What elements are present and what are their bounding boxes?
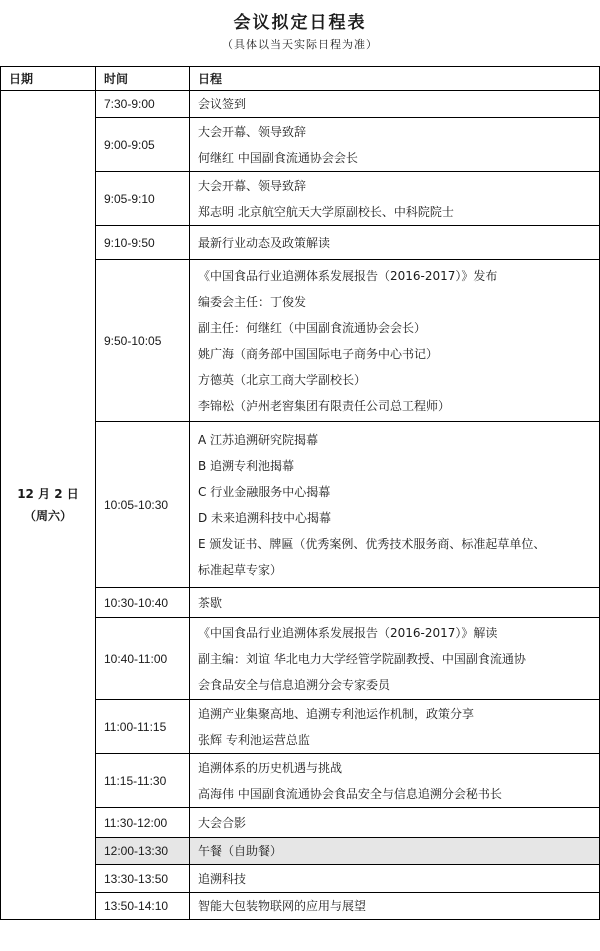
time-cell: 9:50-10:05	[96, 260, 190, 422]
agenda-cell	[190, 118, 600, 172]
agenda-line: 副主任：何继红（中国副食流通协会会长）	[198, 320, 427, 335]
agenda-line: E 颁发证书、牌匾（优秀案例、优秀技术服务商、标准起草单位、	[198, 536, 546, 551]
time-cell: 13:30-13:50	[96, 865, 190, 893]
agenda-cell	[190, 91, 600, 118]
time-cell: 11:00-11:15	[96, 700, 190, 754]
agenda-line: 副主编：刘谊 华北电力大学经管学院副教授、中国副食流通协	[198, 651, 526, 666]
time-cell: 12:00-13:30	[96, 838, 190, 865]
page-title: 会议拟定日程表	[233, 13, 367, 33]
agenda-line: 张辉 专利池运营总监	[198, 732, 310, 747]
agenda-line: C 行业金融服务中心揭幕	[198, 484, 331, 499]
column-header-date: 日期	[1, 67, 96, 91]
agenda-line: 追溯产业集聚高地、追溯专利池运作机制，政策分享	[198, 706, 475, 721]
time-cell: 10:05-10:30	[96, 422, 190, 588]
agenda-cell	[190, 838, 600, 865]
column-header-time: 时间	[96, 67, 190, 91]
weekday-label: （周六）	[23, 509, 72, 523]
agenda-cell	[190, 808, 600, 838]
agenda-line: 追溯科技	[198, 871, 247, 886]
agenda-cell	[190, 618, 600, 700]
page-subtitle: （具体以当天实际日程为准）	[222, 38, 378, 51]
agenda-line: 标准起草专家）	[198, 562, 283, 577]
schedule-table	[0, 66, 600, 920]
time-cell: 9:10-9:50	[96, 226, 190, 260]
agenda-line: 智能大包装物联网的应用与展望	[198, 899, 367, 913]
agenda-line: 追溯体系的历史机遇与挑战	[198, 760, 343, 775]
agenda-line: A 江苏追溯研究院揭幕	[198, 432, 319, 447]
time-cell: 9:05-9:10	[96, 172, 190, 226]
column-header-agenda: 日程	[190, 67, 600, 91]
agenda-line: 会议签到	[198, 97, 247, 111]
agenda-cell	[190, 700, 600, 754]
agenda-cell	[190, 422, 600, 588]
agenda-line: 午餐（自助餐）	[198, 844, 283, 858]
agenda-cell	[190, 893, 600, 920]
table-row	[1, 91, 600, 118]
agenda-line: 茶歇	[198, 595, 223, 610]
agenda-cell	[190, 754, 600, 808]
schedule-body	[1, 91, 600, 920]
agenda-line: 最新行业动态及政策解读	[198, 235, 331, 250]
table-header-row	[1, 67, 600, 91]
time-cell: 7:30-9:00	[96, 91, 190, 118]
agenda-line: 《中国食品行业追溯体系发展报告（2016-2017）》发布	[198, 268, 498, 283]
agenda-line: 何继红 中国副食流通协会会长	[198, 150, 358, 165]
time-cell: 10:40-11:00	[96, 618, 190, 700]
agenda-line: 高海伟 中国副食流通协会食品安全与信息追溯分会秘书长	[198, 786, 502, 801]
time-cell: 11:30-12:00	[96, 808, 190, 838]
agenda-line: 大会开幕、领导致辞	[198, 178, 307, 193]
time-cell: 10:30-10:40	[96, 588, 190, 618]
agenda-cell	[190, 172, 600, 226]
agenda-cell	[190, 226, 600, 260]
agenda-line: D 未来追溯科技中心揭幕	[198, 510, 332, 525]
agenda-line: 《中国食品行业追溯体系发展报告（2016-2017）》解读	[198, 625, 498, 640]
agenda-line: 会食品安全与信息追溯分会专家委员	[198, 677, 391, 692]
agenda-line: 李锦松（泸州老窖集团有限责任公司总工程师）	[198, 398, 451, 413]
agenda-line: 郑志明 北京航空航天大学原副校长、中科院院士	[198, 204, 454, 219]
agenda-line: 大会合影	[198, 815, 247, 830]
agenda-cell	[190, 588, 600, 618]
agenda-line: 编委会主任：丁俊发	[198, 294, 307, 309]
date-label: 12 月 2 日	[17, 487, 79, 501]
time-cell: 11:15-11:30	[96, 754, 190, 808]
agenda-cell	[190, 865, 600, 893]
agenda-line: 姚广海（商务部中国国际电子商务中心书记）	[198, 346, 439, 361]
agenda-line: 大会开幕、领导致辞	[198, 124, 307, 139]
agenda-line: B 追溯专利池揭幕	[198, 458, 295, 473]
time-cell: 13:50-14:10	[96, 893, 190, 920]
date-cell	[1, 91, 96, 920]
agenda-cell	[190, 260, 600, 422]
agenda-line: 方德英（北京工商大学副校长）	[198, 372, 367, 387]
time-cell: 9:00-9:05	[96, 118, 190, 172]
